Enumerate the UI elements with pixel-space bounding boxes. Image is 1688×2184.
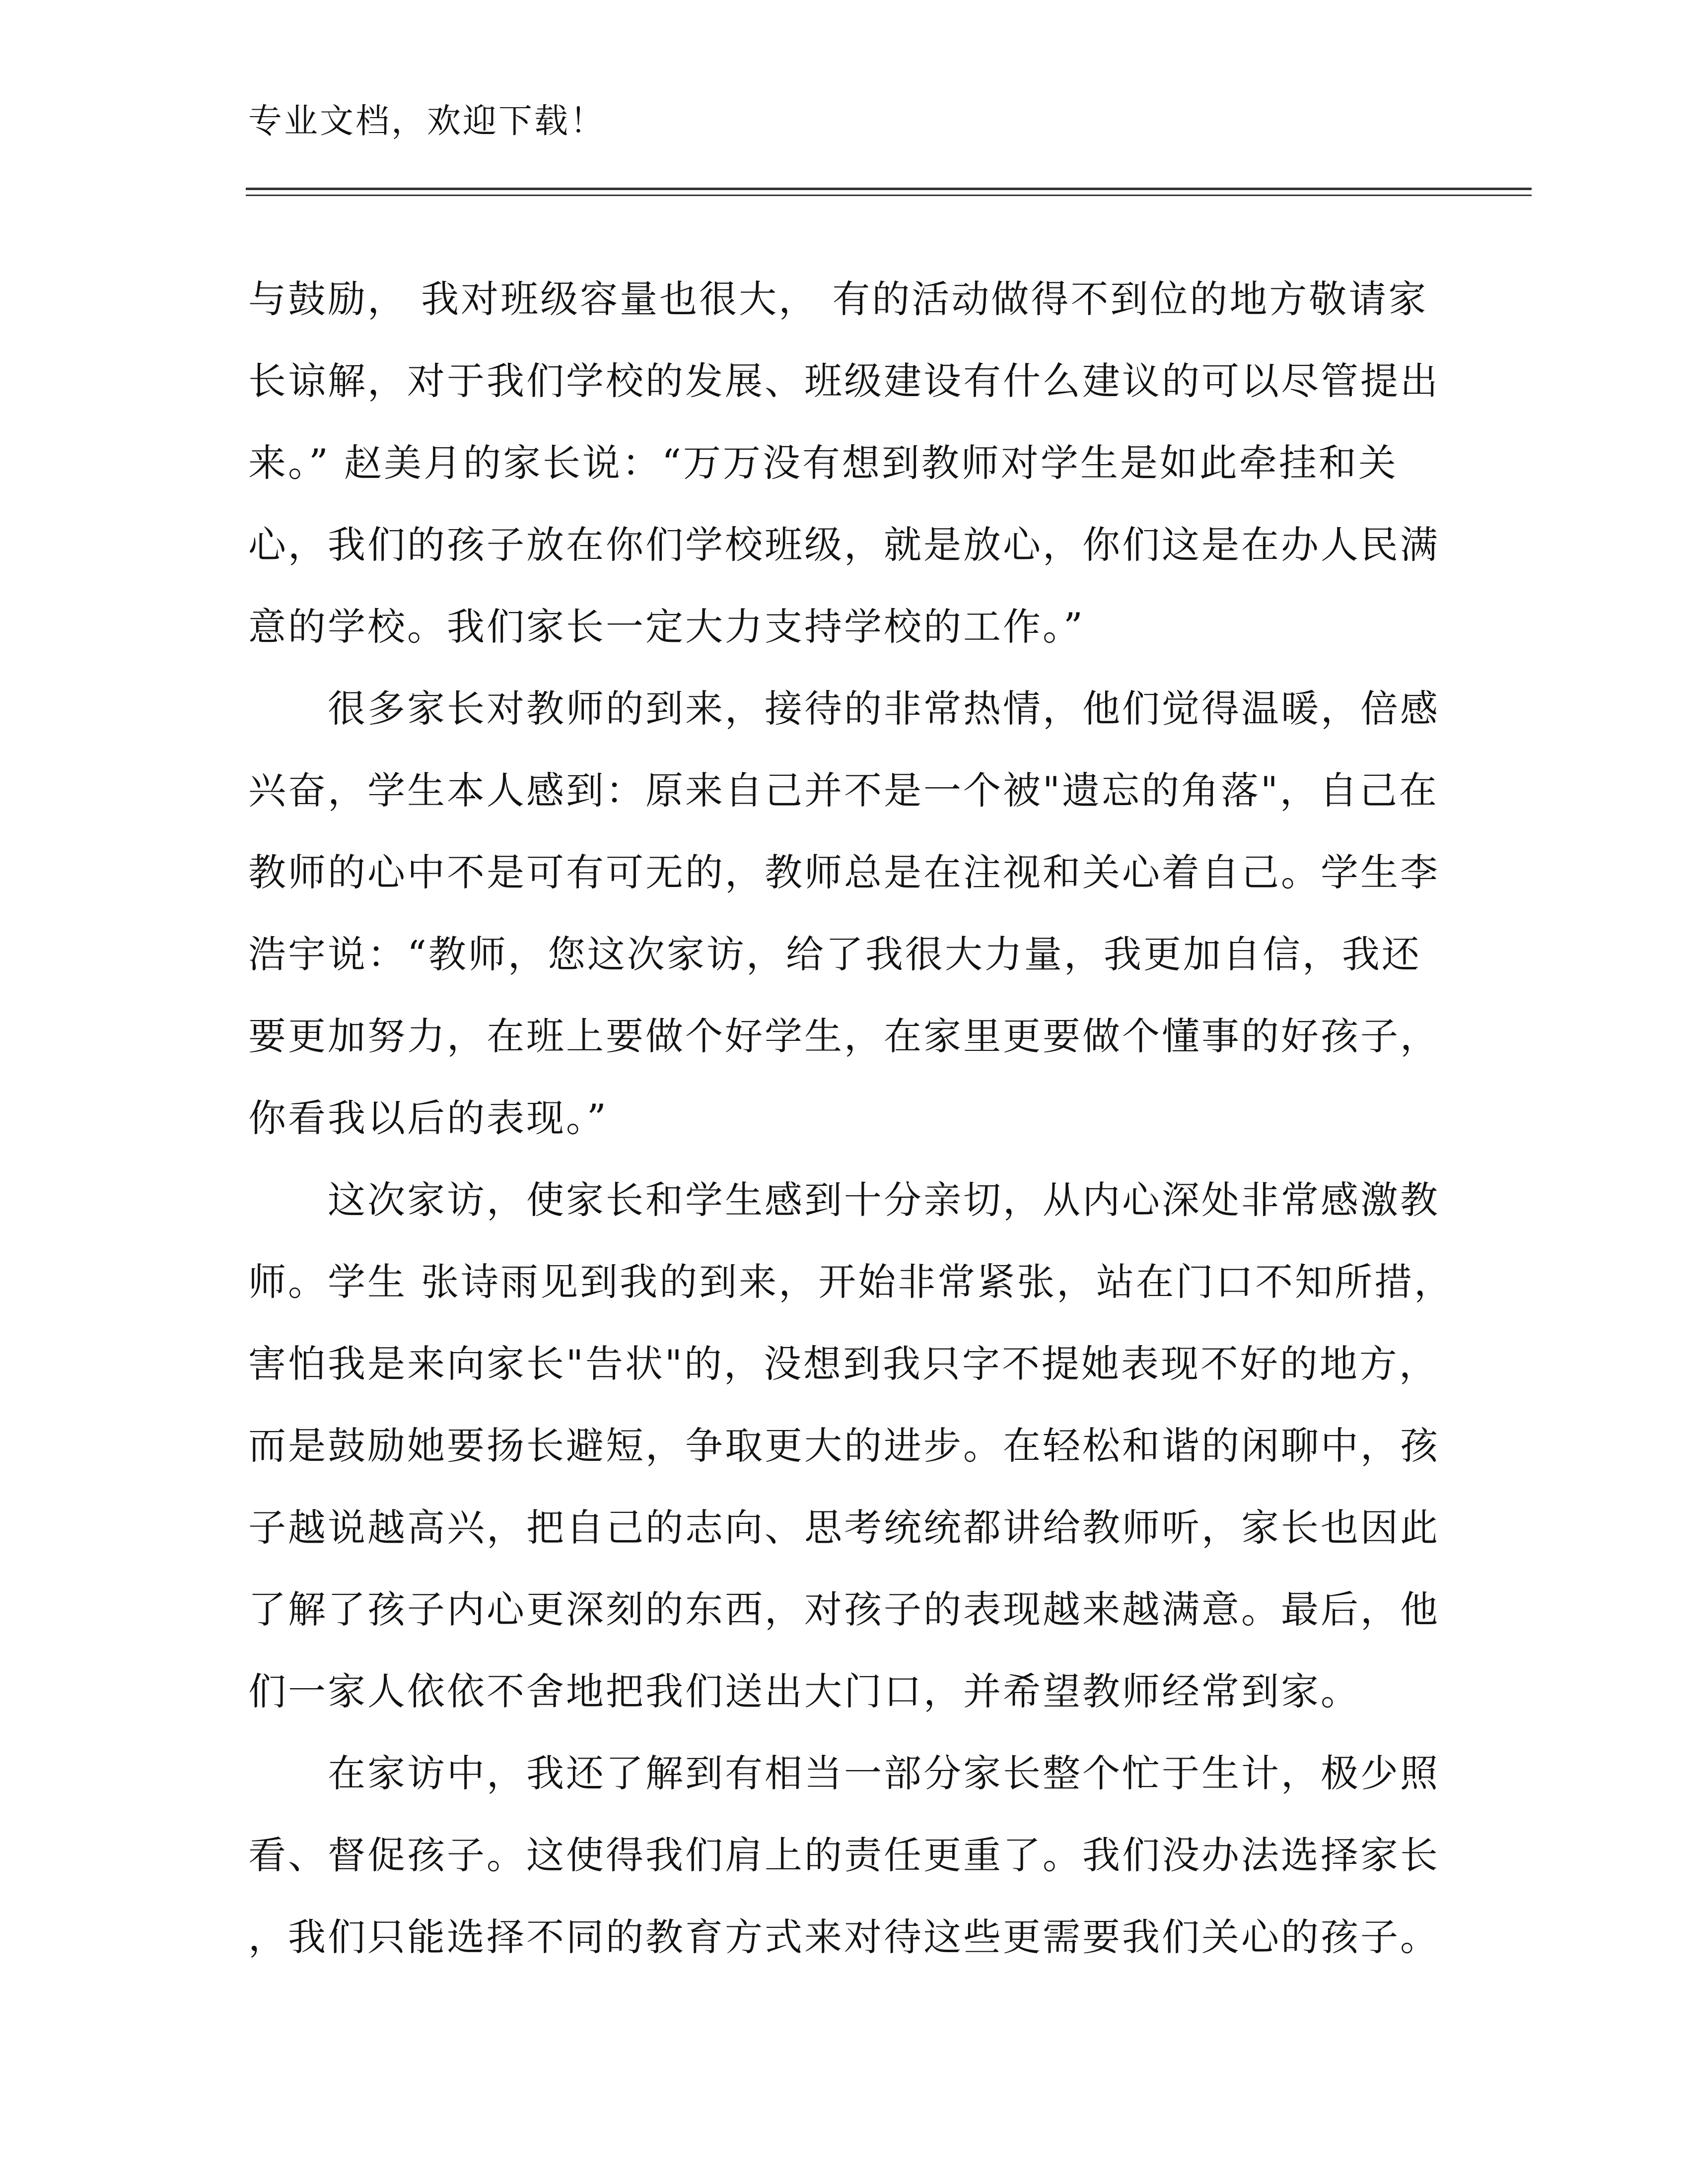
text-line: 你看我以后的表现。”	[248, 1096, 608, 1140]
text-line: 这次家访，使家长和学生感到十分亲切，从内心深处非常感激教	[248, 1178, 1440, 1222]
text-line: 而是鼓励她要扬长避短，争取更大的进步。在轻松和谐的闲聊中，孩	[248, 1424, 1440, 1468]
text-line: 子越说越高兴，把自己的志向、思考统统都讲给教师听，家长也因此	[248, 1505, 1440, 1550]
text-line: 兴奋，学生本人感到：原来自己并不是一个被"遗忘的角落"，自己在	[248, 768, 1439, 813]
text-line: 们一家人依依不舍地把我们送出大门口，并希望教师经常到家。	[248, 1669, 1360, 1713]
page-header: 专业文档，欢迎下载！	[248, 102, 606, 141]
text-line: ，我们只能选择不同的教育方式来对待这些更需要我们关心的孩子。	[248, 1915, 1440, 1959]
text-line: 浩宇说：“教师，您这次家访，给了我很大力量，我更加自信，我还	[248, 932, 1421, 976]
text-line: 师。学生 张诗雨见到我的到来，开始非常紧张，站在门口不知所措，	[248, 1260, 1454, 1304]
text-line: 心，我们的孩子放在你们学校班级，就是放心，你们这是在办人民满	[248, 523, 1440, 567]
text-line: 意的学校。我们家长一定大力支持学校的工作。”	[248, 605, 1085, 649]
text-line: 害怕我是来向家长"告状"的，没想到我只字不提她表现不好的地方，	[248, 1342, 1439, 1386]
text-line: 来。” 赵美月的家长说：“万万没有想到教师对学生是如此牵挂和关	[248, 441, 1398, 485]
text-line: 在家访中，我还了解到有相当一部分家长整个忙于生计，极少照	[248, 1751, 1440, 1795]
text-line: 长谅解，对于我们学校的发展、班级建设有什么建议的可以尽管提出	[248, 359, 1440, 403]
document-body	[248, 258, 1454, 1978]
text-line: 了解了孩子内心更深刻的东西，对孩子的表现越来越满意。最后，他	[248, 1587, 1440, 1632]
text-line: 要更加努力，在班上要做个好学生，在家里更要做个懂事的好孩子，	[248, 1014, 1440, 1058]
text-line: 与鼓励， 我对班级容量也很大， 有的活动做得不到位的地方敬请家	[248, 277, 1428, 321]
text-line: 看、督促孩子。这使得我们肩上的责任更重了。我们没办法选择家长	[248, 1833, 1440, 1877]
header-rule-bottom	[246, 195, 1532, 196]
text-line: 很多家长对教师的到来，接待的非常热情，他们觉得温暖，倍感	[248, 686, 1440, 731]
text-line: 教师的心中不是可有可无的，教师总是在注视和关心着自己。学生李	[248, 850, 1440, 894]
header-rule-top	[246, 188, 1532, 190]
